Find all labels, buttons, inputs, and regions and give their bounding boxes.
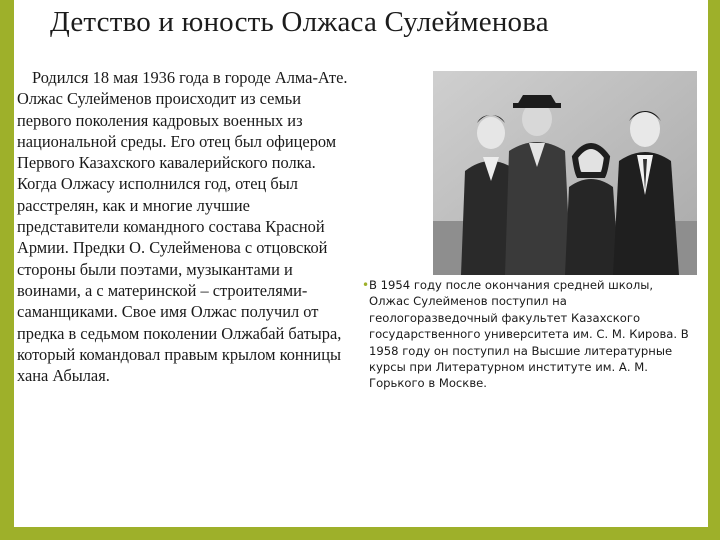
- group-photo-icon: [433, 71, 697, 275]
- studies-bullet: [362, 277, 696, 392]
- bullet-dot-icon: •: [362, 278, 370, 292]
- slide-title: Детство и юность Олжаса Сулейменова: [50, 6, 549, 38]
- slide: [14, 0, 708, 527]
- biography-paragraph: Родился 18 мая 1936 года в городе Алма-Ате. Олжас Сулейменов происходит из семьи первого поколения кадровых военных из национальной среды. Его отец был офицером Первого Казахского кавалерийского полка. Когда Олжасу исполнился год, отец был расстрелян, как и многие лучшие представители командного состава Красной Армии. Предки О. Сулейменова с отцовской стороны были поэтами, музыкантами и воинами, а с материнской – строителями-саманщиками. Свое имя Олжас получил от предка в седьмом поколении Олжабай батыра, который командовал правым крылом конницы хана Абылая.: [17, 68, 348, 386]
- group-photo: [433, 71, 697, 275]
- bullet-text: В 1954 году после окончания средней школы, Олжас Сулейменов поступил на геологоразведочный факультет Казахского государственного университета им. С. М. Кирова. В 1958 году он поступил на Высшие литературные курсы при Литературном институте им. А. М. Горького в Москве.: [369, 278, 689, 391]
